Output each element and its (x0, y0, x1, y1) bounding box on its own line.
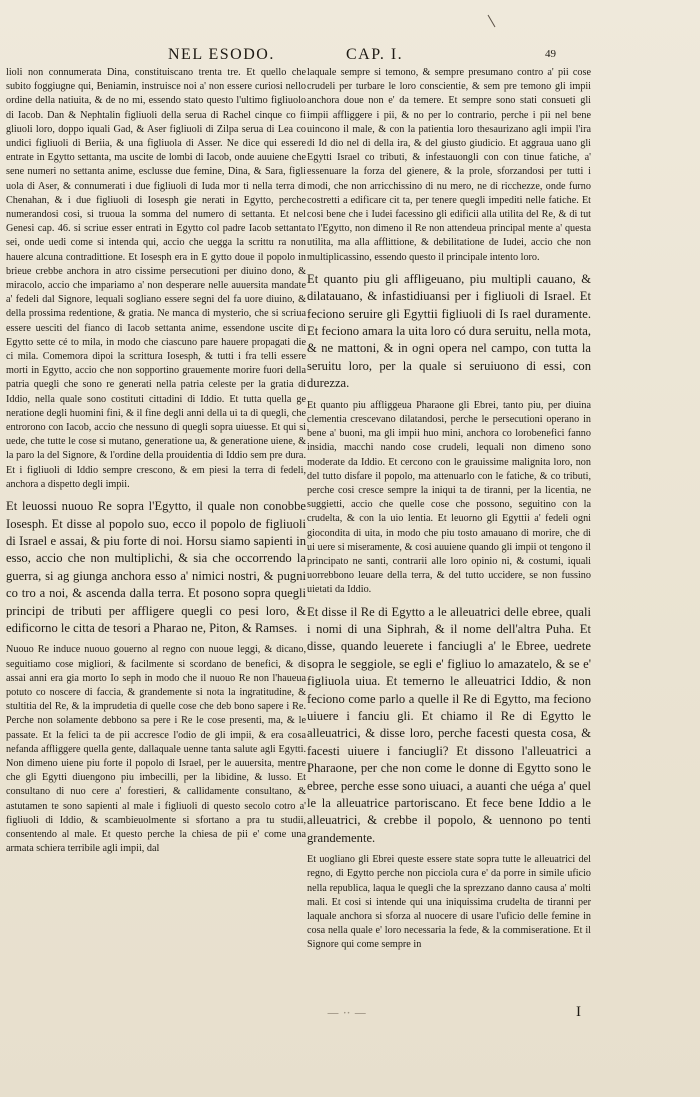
running-head: NEL ESODO. (168, 46, 275, 63)
folio-number: 49 (545, 48, 556, 60)
commentary-paragraph: Et uogliano gli Ebrei queste essere state sopra tutte le alleuatrici del regno, di Egytto perche non picciola cura e' da porre in simile uficio nella republica, laqua le quegli che la sprezzano danno causa a' molti mali. Et cosi si intende qui una iniquissima crudelta de tiranni per laquale anchora si sforza al nuocere di usare l'uficio delle femine in cosa nella quale e' loro necessaria la fede, & la commiseratione. Et il Signore qui come sempre in (307, 854, 591, 951)
signature-mark: I (576, 1004, 581, 1020)
commentary-paragraph: laquale sempre si temono, & sempre presumano contro a' pii cose crudeli per turbare le loro conscientie, & sem pre temono gli impii anchora doue non e' da temere. Et sempre sono stati consueti gli impii affliggere i pii, & no per lo contrario, perche i pii nel bene uincono il male, & con la patientia loro thesaurizano agli impii l'ira di Id dio nel di della ira, & del giusto giudicio. Et aggraua uano gli Egytti Israel co tributi, & infestauongli con con tinue fatiche, a' essenuare la forza del gienere, & la prole, sforzandosi per tutti i modi, che non arricchissino di nu mero, ne di ricchezze, onde furno costretti a edificare cit ta, per tenere quegli impediti nelle fatiche. Et cosi bene che i Iudei facessino gli edificii alla utilita del Re, & di tut to l'Egytto, non dimeno il Re non attendeua principal mente a' questa utilita, ma alla afflittione, & debilitatione de Iudei, accio che non multiplicassino, essendo questo il principale intento loro. (307, 67, 591, 263)
footer-ornament: — ·· — (327, 1006, 367, 1020)
margin-mark (488, 15, 496, 28)
chapter-heading: CAP. I. (346, 46, 404, 63)
commentary-paragraph: lioli non connumerata Dina, constituiscano trenta tre. Et quello che subito foggiugne qui, Beniamin, instruisce noi a' non essere curiosi nello ordine della natiuita, & de no mi, essendo stato questo l'ultimo figliuolo di Iacob. Dan & Nephtalin figliuoli della serua di Rachel cinque co fi gliuoli loro, doppo iquali Gad, & Aser figliuoli di Zilpa serua di Lea co undici figliuoli di Beriia, & una figliuola di Asser. Ne dice qui essere entrate in Egytto settanta, ma uscite de lombi di Iacob, onde auuiene che sene numeri no settanta anime, esclusse due femine, Dina, & Sara, figli uola di Aser, & connumerati i due figliuoli di Iuda mor ti nella terra di Chenahan, & i due figliuoli di Iosesph gie nerati in Egytto, perche numerandosi cosi, si truoua la somma del numero di settanta. Et nel Genesi cap. 46. si scriue esser entrati in Egytto col padre Iacob settanta sei, onde uedi come si intenda qui, accio che uegga la scrittu ra non hauere alcuna contradittione. Et Iosesph era in E gytto doue il popolo in brieue crebbe anchora in atro cissime persecutioni per diuino dono, & miracolo, accio che impariamo a' non desperare nelle auuersita mandate a' fedeli dal Signore, lequali sogliano essere segni del fa uore diuino, & della prossima redentione, & gratia. Ne manca di mysterio, che si scriua essere uesciti del fianco di Iacob settanta anime, essendone uscite di Egytto sette cé to mila, in modo che ciascuno pare hauere propagati die ci mila. Comemora dipoi la scrittura Iosesph, & tutti i fra telli essere morti in Egytto, accio che non sopportino grauemente morire fuori della patria quegli che sono re generati nella patria celeste per la gratia di Iddio, nella quale sono costituti cittadini di Iddio. Et tutta quella ge neratione degli huomini fini, & il fine degli anni della ui ta di quegli, che entrorono con Iacob, accio che nessuno di quegli sopra uiuesse. Et qui si uede, che tutte le cose si mutano, generatione ua, & generatione uiene, & la paro la del Signore, & l'ordine della prouidentia di Iddio sem pre dura. Et i figliuoli di Iddio sempre crescono, & em piesi la terra di fedeli, anchora a dispetto degli impii. (6, 67, 306, 490)
right-column (307, 66, 591, 994)
page-header (0, 46, 700, 68)
scripture-paragraph: Et quanto piu gli affligeuano, piu multipli cauano, & dilatauano, & infastidiuansi per i figliuoli di Israel. Et feciono seruire gli Egyttii figliuoli di Is rael duramente. Et feciono amara la uita loro có dura seruitu, nella mota, & ne mattoni, & in ogni opera nel campo, con tutta la seruitu loro, per la quale si seruiuono di essi, con durezza. (307, 271, 591, 391)
scripture-paragraph: Et leuossi nuouo Re sopra l'Egytto, il quale non conobbe Iosesph. Et disse al popolo suo, ecco il popolo de figliuoli di Israel e assai, & piu forte di noi. Horsu siamo sapienti in esso, accio che non multiplichi, & sia che occorrendo la guerra, si ag giunga anchora esso a' nimici nostri, & pugni co tro a noi, & ascenda dalla terra. Et posono sopra quegli principi de tributi per affligere quegli co pesi loro, & edificorno le citta de tesori a Pharao ne, Piton, & Ramses. (6, 499, 306, 635)
left-column (6, 66, 306, 994)
commentary-paragraph: Et quanto piu affliggeua Pharaone gli Ebrei, tanto piu, per diuina clementia crescevano dilatandosi, perche le persecutioni operano in bene a' buoni, ma gli impii huo mini, anchora co lorobenefici fanno insidia, macchi nando cose crudeli, lequali non dimeno sono moderate da Iddio. Et cercono con le grauissime malignita loro, non del tutto disfare il popolo, ma attenuarlo con le fatiche, & co tributi, perche cosi cresce sempre la iniqui ta de tiranni, per la licentia, ne suggietti, accio che quelle cose che possono, seguitino con la crudelta, & con la uio lentia. Et leuorno gli Egyttii a' fedeli ogni giocondita di uita, in modo che piu tosto amauano di morire, che di ui uere si miseramente, & cosi auuiene quando gli impii ot tengono il principato ne santi, contrarii alle loro opinio ni, & costumi, iquali uorrebbono leuare della terra, & del tutto uccidere, se non fussino uietati da Iddio. (307, 399, 591, 596)
commentary-paragraph: Nuouo Re induce nuouo gouerno al regno con nuoue leggi, & dicano, seguitiamo cose migliori, & facilmente si scordano de benefici, & di assai anni era gia morto Io seph in modo che il nuouo Re non l'haueua potuto co noscere di faccia, & grandemente si nota la ingratitudine, & stultitia del Re, & la imprudetia di quelle cose che deb bono sapere i Re. Perche non solamente debbono sa pere i Re le cose presenti, ma, & le passate. Et la felici ta de pii accresce l'odio de gli impii, & era cosa nefanda affliggere quella gente, dallaquale uenne tanta salute agli Egytti. Non dimeno uiene piu forte il popolo di Israel, per le auuersita, mentre che gli Egytti diuengono piu imbecilli, per la libidine, & lusso. Et consultano di nuo cere a' forestieri, & callidamente consultano, & astutamen te sono sapienti al male i figliuoli di questo secolo cotro a' figliuoli di Iddio, & scambieuolmente si sfortano a pra tu studii, consentendo al male. Et questo perche la chiesa de pii e' come una armata schiera terribile agli impii, dal (6, 644, 306, 855)
scripture-paragraph: Et disse il Re di Egytto a le alleuatrici delle ebree, quali i nomi di una Siphrah, & il nome dell'altra Puha. Et disse, quando leuerete i fanciugli a' le Ebree, uedrete sopra le seggiole, se egli e' figliuo lo amazatelo, & se e' figliuola uiua. Et temerno le alleuatrici Iddio, & non feciono come parlo a quelle il Re di Egytto, ma feciono uiuere i fanciu gli. Et chiamo il Re di Egytto le alleuatrici, & disse loro, perche facesti questa cosa, & facesti uiuere i fanciugli? Et dissono l'alleuatrici a Pharaone, per che non come le donne di Egytto sono le ebree, perche esse sono uiuaci, a auanti che uéga a' quel le la alleuatrice partoriscano. Et fece bene Iddio a le alleuatrici, & crebbe il popolo, & uennono po tenti grandemente. (307, 604, 591, 845)
